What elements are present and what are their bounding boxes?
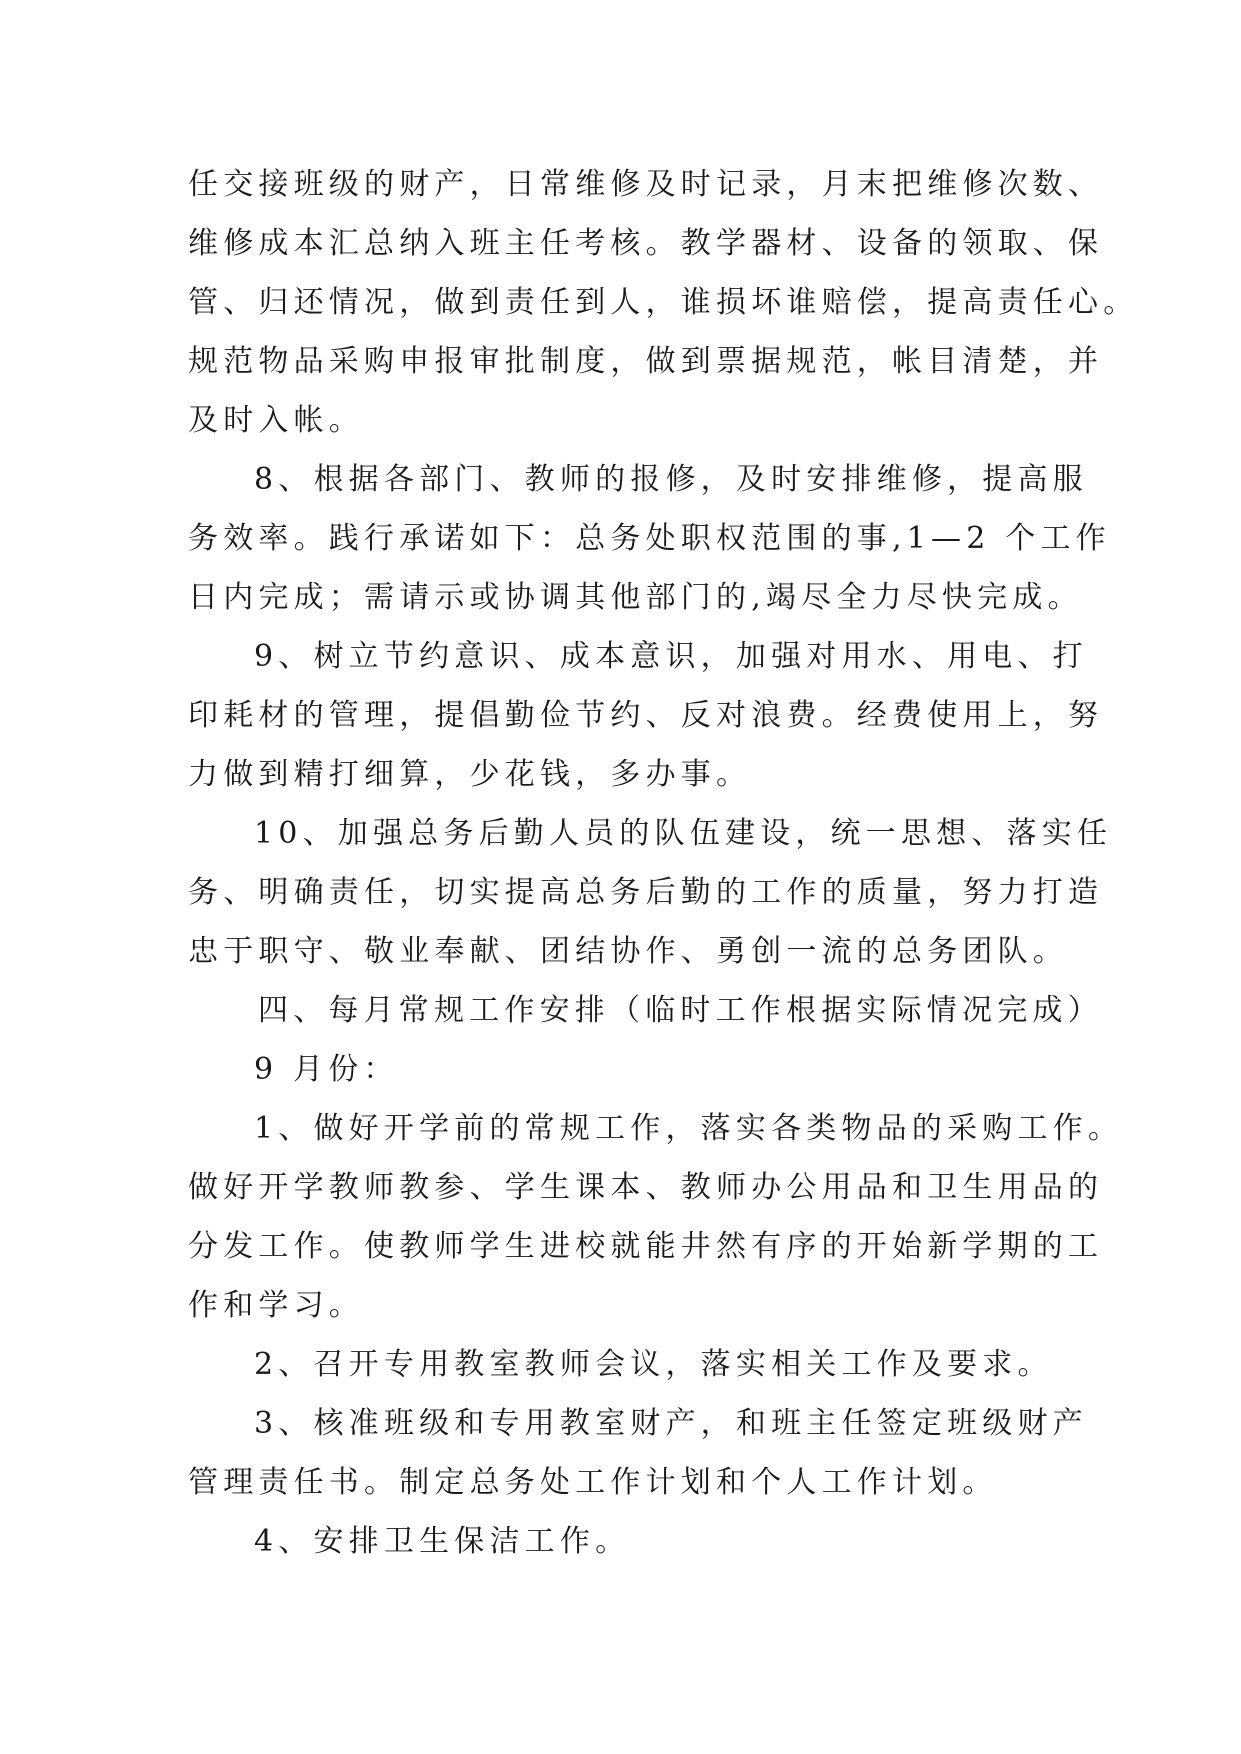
text-line: 务、明确责任，切实提高总务后勤的工作的质量，努力打造 bbox=[188, 875, 1104, 910]
text-line: 务效率。践行承诺如下：总务处职权范围的事,1—2 个工作 bbox=[188, 521, 1111, 556]
text-line: 分发工作。使教师学生进校就能井然有序的开始新学期的工 bbox=[188, 1229, 1104, 1264]
item-3-first-line: 3、核准班级和专用教室财产，和班主任签定班级财产 bbox=[254, 1406, 1088, 1441]
text-line: 日内完成；需请示或协调其他部门的,竭尽全力尽快完成。 bbox=[188, 580, 1083, 615]
text-line: 任交接班级的财产，日常维修及时记录，月末把维修次数、 bbox=[188, 167, 1104, 202]
text-line: 做好开学教师教参、学生课本、教师办公用品和卫生用品的 bbox=[188, 1170, 1104, 1205]
item-2-line: 2、召开专用教室教师会议，落实相关工作及要求。 bbox=[254, 1347, 1053, 1382]
paragraph-10-first-line: 10、加强总务后勤人员的队伍建设，统一思想、落实任 bbox=[254, 816, 1113, 851]
document-body bbox=[188, 155, 1139, 1571]
text-line: 及时入帐。 bbox=[188, 403, 364, 438]
month-heading: 9 月份： bbox=[254, 1052, 399, 1087]
text-line: 忠于职守、敬业奉献、团结协作、勇创一流的总务团队。 bbox=[188, 934, 1068, 969]
paragraph-8-first-line: 8、根据各部门、教师的报修，及时安排维修，提高服 bbox=[254, 462, 1088, 497]
paragraph-9-first-line: 9、树立节约意识、成本意识，加强对用水、用电、打 bbox=[254, 639, 1088, 674]
text-line: 印耗材的管理，提倡勤俭节约、反对浪费。经费使用上，努 bbox=[188, 698, 1104, 733]
text-line: 管、归还情况，做到责任到人，谁损坏谁赔偿，提高责任心。 bbox=[188, 285, 1139, 320]
text-line: 规范物品采购申报审批制度，做到票据规范，帐目清楚，并 bbox=[188, 344, 1104, 379]
text-line: 力做到精打细算，少花钱，多办事。 bbox=[188, 757, 752, 792]
text-line: 管理责任书。制定总务处工作计划和个人工作计划。 bbox=[188, 1465, 998, 1500]
item-1-first-line: 1、做好开学前的常规工作，落实各类物品的采购工作。 bbox=[254, 1111, 1124, 1146]
text-line: 作和学习。 bbox=[188, 1288, 364, 1323]
section-heading: 四、每月常规工作安排（临时工作根据实际情况完成） bbox=[258, 993, 1103, 1028]
text-line: 维修成本汇总纳入班主任考核。教学器材、设备的领取、保 bbox=[188, 226, 1104, 261]
item-4-line: 4、安排卫生保洁工作。 bbox=[254, 1524, 631, 1559]
